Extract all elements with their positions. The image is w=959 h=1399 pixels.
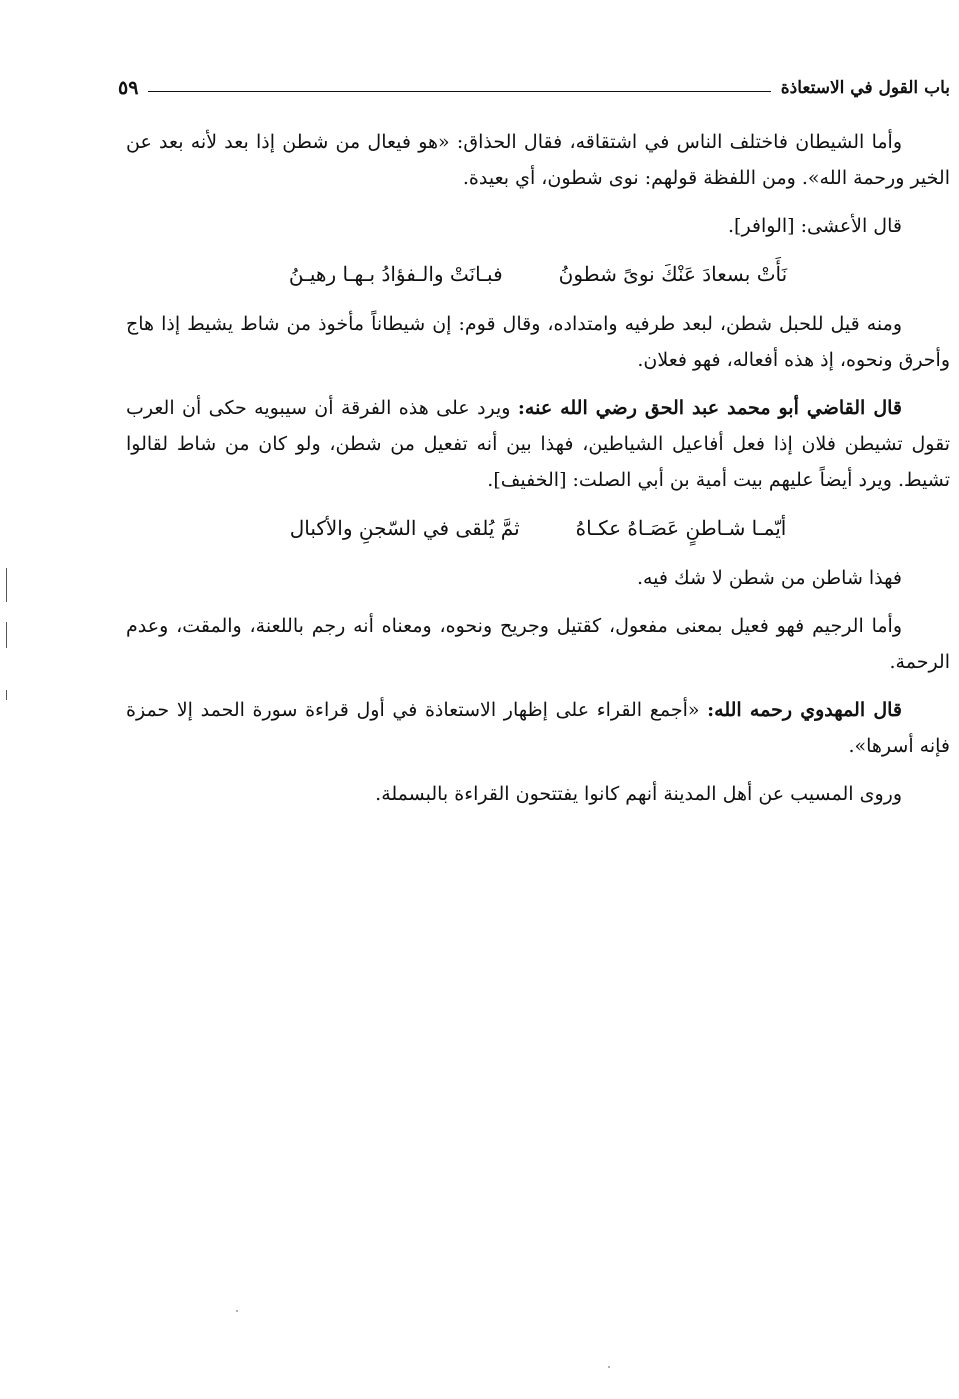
scan-margin-mark	[6, 690, 7, 700]
verse-umayya-first-hemistich: أيّمـا شـاطنٍ عَصَـاهُ عكـاهُ	[575, 516, 787, 540]
header-rule	[148, 91, 770, 92]
paragraph-musayyib: وروى المسيب عن أهل المدينة أنهم كانوا يفتتحون القراءة بالبسملة.	[375, 783, 902, 805]
paragraph-qadi-comment	[126, 390, 950, 498]
paragraph-mahdawi-text: «أجمع القراء على إظهار الاستعاذة في أول قراءة سورة الحمد إلا حمزة فإنه أسرها».	[126, 699, 950, 757]
paragraph-asha-intro: قال الأعشى: [الوافر].	[728, 215, 902, 237]
scan-speck	[608, 1366, 610, 1368]
paragraph-shatin-conclusion: فهذا شاطن من شطن لا شك فيه.	[636, 567, 902, 589]
paragraph-rajim: وأما الرجيم فهو فعيل بمعنى مفعول، كقتيل وجريح ونحوه، ومعناه أنه رجم باللعنة، والمقت، وعدم الرحمة.	[126, 615, 950, 673]
scan-margin-mark	[6, 568, 7, 602]
paragraph-shaytan-etymology: وأما الشيطان فاختلف الناس في اشتقاقه، فقال الحذاق: «هو فيعال من شطن إذا بعد لأنه بعد عن الخير ورحمة الله». ومن اللفظة قولهم: نوى شطون، أي بعيدة.	[126, 131, 950, 189]
verse-asha	[126, 256, 950, 292]
verse-umayya	[126, 510, 950, 546]
scan-margin-mark	[6, 622, 7, 648]
paragraph-qadi-text: ويرد على هذه الفرقة أن سيبويه حكى أن العرب تقول تشيطن فلان إذا فعل أفاعيل الشياطين، فهذا بين أنه تفعيل من شطن، ولو كان من شاط لقالوا تشيط. ويرد أيضاً عليهم بيت أمية بن أبي الصلت: [الخفيف].	[126, 397, 950, 491]
paragraph-shatana-rope: ومنه قيل للحبل شطن، لبعد طرفيه وامتداده، وقال قوم: إن شيطاناً مأخوذ من شاط يشيط إذا هاج وأحرق ونحوه، إذ هذه أفعاله، فهو فعلان.	[126, 313, 950, 371]
paragraph-mahdawi-lead: قال المهدوي رحمه الله:	[707, 699, 903, 721]
paragraph-mahdawi	[126, 692, 950, 764]
verse-asha-second-hemistich: فبـانَتْ والـفؤادُ بـهـا رهيـنُ	[288, 262, 503, 286]
page-number: ٥٩	[118, 77, 139, 99]
page-body	[126, 124, 950, 824]
running-title: باب القول في الاستعاذة	[780, 78, 950, 98]
page-header	[118, 70, 950, 106]
paragraph-qadi-lead: قال القاضي أبو محمد عبد الحق رضي الله عنه:	[517, 397, 902, 419]
verse-umayya-second-hemistich: ثمَّ يُلقى في السّجنِ والأكبال	[289, 516, 520, 540]
verse-asha-first-hemistich: نَأَتْ بسعادَ عَنْكَ نوىً شطونُ	[558, 262, 788, 286]
scan-speck	[236, 1310, 238, 1312]
